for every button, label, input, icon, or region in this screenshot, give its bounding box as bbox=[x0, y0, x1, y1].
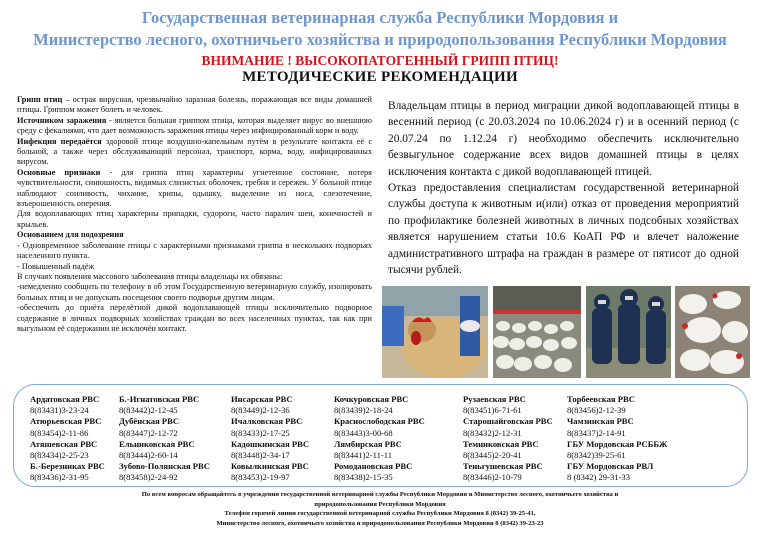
transmission: Инфекция передаётся здоровой птице воздушно-капельным путём в результате контакта её с больной, а также через обслуживающий персонал, транспорт, корма, воду, инфицированных вирусом. bbox=[17, 136, 373, 167]
contact-phone: 8(83433)2-17-25 bbox=[231, 427, 290, 438]
contact-name: Б.-Игнатовская РВС bbox=[119, 394, 200, 404]
contact-phone: 8(83444)2-60-14 bbox=[119, 450, 178, 461]
contact-name: Лямбирская РВС bbox=[334, 438, 402, 449]
header-line-1: Государственная ветеринарная служба Республики Мордовия и bbox=[141, 8, 619, 27]
contact-name: Ельниковская РВС bbox=[119, 438, 195, 449]
photo-vets-protective-suits bbox=[586, 286, 671, 378]
contact-name: Дубёнская РВС bbox=[119, 416, 180, 427]
contact-phone: 8(83443)3-00-68 bbox=[334, 427, 393, 438]
contact-column bbox=[334, 394, 425, 484]
main-symptoms: Основные признаки - для гриппа птиц характерны угнетенное состояние, потеря чувствительности, синюшность, видимых слизистых оболочек, гребня и сережек. У больной птице наблюдают сонливость, чихание, хрипы, одышку, выделение из носа, слезотечение, взъерошенность оперения. bbox=[17, 167, 372, 209]
warning-banner: ВНИМАНИЕ ! ВЫСОКОПАТОГЕННЫЙ ГРИПП ПТИЦ! bbox=[201, 53, 559, 68]
contact-phone: 8(83437)2-14-91 bbox=[567, 427, 626, 438]
contact-column bbox=[30, 394, 105, 484]
contact-name: Зубово-Полянская РВС bbox=[119, 461, 210, 472]
header-line-2: Министерство лесного, охотничьего хозяйства и природопользования Республики Мордовия bbox=[33, 30, 727, 49]
suspicion-item-2: - Повышенный падёж bbox=[17, 261, 95, 271]
contact-phone: 8(83441)2-11-11 bbox=[334, 450, 393, 461]
contact-phone: 8(83436)2-31-95 bbox=[30, 472, 89, 483]
contact-name: Чамзинская РВС bbox=[567, 416, 634, 427]
owners-duties-intro: В случаях появления массового заболевания птицы владельцы их обязаны: bbox=[17, 271, 283, 281]
contact-name: Атяшевская РВС bbox=[30, 438, 98, 449]
contact-name: Старошайговская РВС bbox=[463, 416, 553, 427]
owners-duty-1: -немедленно сообщить по телефону в об этом Государственную ветеринарную службу, изолировать больных птиц и не допускать посещения своего подворья другим лицам. bbox=[17, 282, 372, 302]
contact-name: Торбеевская РВС bbox=[567, 394, 635, 404]
photo-dead-birds bbox=[675, 286, 750, 378]
flu-definition: Грипп птиц – острая вирусная, чрезвычайно заразная болезнь, поражающая все виды домашней птицы. Гриппом может болеть и человек. bbox=[17, 95, 372, 115]
contact-phone: 8(83432)2-12-31 bbox=[463, 427, 522, 438]
contact-column bbox=[567, 394, 667, 484]
contact-phone: 8(83449)2-12-36 bbox=[231, 405, 290, 416]
contact-name: Краснослободская РВС bbox=[334, 416, 425, 427]
footer-ministry-phone: Министерство лесного, охотничьего хозяйства и природопользования Республики Мордовия 8 (8342) 39-23-23 bbox=[216, 519, 544, 527]
penalty-notice: Отказ предоставления специалистам государственной ветеринарной службы доступа к животным и(или) отказ от проведения мероприятий по профилактике болезней животных в личных подсобных хозяйствах является нарушением статьи 10.6 КоАП РФ и влечет наложение административного штрафа на граждан в размере от пятисот до одной тысячи рублей. bbox=[388, 182, 739, 277]
contact-name: Теньгушевская РВС bbox=[463, 461, 543, 472]
migration-notice: Владельцам птицы в период миграции дикой водоплавающей птицы в весенний период (с 20.03.2024 по 10.06.2024 г) и в осенний период (с 20.07.24 по 1.12.24 г) необходимо обеспечить исключительно безвыгульное содержание всех видов домашней птицы в целях исключения контакта с дикой водоплавающей птицей. bbox=[388, 100, 739, 178]
contact-column bbox=[231, 394, 309, 484]
footer-line-2: природопользования Республики Мордовия bbox=[314, 500, 446, 508]
footer-line-1: По всем вопросам обращайтесь в учреждения государственной ветеринарной службы Республики Мордовия и Министерство лесного, охотничьего хозяйства и bbox=[141, 491, 619, 498]
photo-sick-chicken bbox=[382, 286, 488, 378]
contact-phone: 8(83458)2-24-92 bbox=[119, 472, 178, 483]
contact-phone: 8(83451)6-71-61 bbox=[463, 405, 522, 416]
contact-phone: 8(83454)2-11-86 bbox=[30, 427, 89, 438]
infection-source: Источником заражения - является больная гриппом птица, которая выделяет вирус во внешнюю среду с фекалиями, что дает возможность заражения птицы через инфицированный корм и воду. bbox=[17, 115, 372, 136]
contact-column bbox=[119, 394, 210, 484]
left-info-column bbox=[17, 95, 372, 334]
document-title: МЕТОДИЧЕСКИЕ РЕКОМЕНДАЦИИ bbox=[242, 69, 518, 85]
contact-name: Инсарская РВС bbox=[231, 394, 293, 404]
contact-phone: 8(8342)39-25-61 bbox=[567, 450, 626, 461]
contact-phone: 8(83456)2-12-39 bbox=[567, 405, 626, 416]
suspicion-item-1: - Одновременное заболевание птицы с характерными признаками гриппа в нескольких подворьях населенного пункта. bbox=[17, 240, 372, 261]
contact-phone: 8(83453)2-19-97 bbox=[231, 472, 290, 483]
contact-name: Ромодановская РВС bbox=[334, 461, 413, 472]
contact-phone: 8(83434)2-25-23 bbox=[30, 450, 89, 461]
contact-phone: 8 (8342) 29-31-33 bbox=[567, 472, 631, 483]
contact-phone: 8(83431)3-23-24 bbox=[30, 405, 89, 416]
contact-phone: 8(83445)2-20-41 bbox=[463, 450, 522, 461]
contact-name: Рузаевская РВС bbox=[463, 394, 526, 404]
waterfowl-symptoms: Для водоплавающих птиц характерны припадки, судороги, часто паралич шеи, конечностей и крыльев. bbox=[17, 209, 372, 229]
contact-name: Ичалковская РВС bbox=[231, 416, 303, 427]
contact-name: Ковылкинская РВС bbox=[231, 461, 309, 472]
right-info-column bbox=[388, 98, 739, 278]
contact-phone: 8(83438)2-15-35 bbox=[334, 472, 393, 483]
contact-name: Кадошкинская РВС bbox=[231, 438, 310, 449]
owners-duty-2: -обеспечить до приёта перелётной дикой водоплавающей птицы исключительно подворное содержание в личных подворных хозяйствах граждан во всех населенных пунктах, так как при выгульном её содержании не исключён контакт. bbox=[17, 303, 372, 333]
contact-name: Темниковская РВС bbox=[463, 438, 539, 449]
photo-poultry-farm bbox=[493, 286, 581, 378]
contact-phone: 8(83448)2-34-17 bbox=[231, 450, 290, 461]
contact-name: ГБУ Мордовская РВЛ bbox=[567, 461, 654, 472]
contact-phone: 8(83446)2-10-79 bbox=[463, 472, 522, 483]
contact-name: Атюрьевская РВС bbox=[30, 416, 102, 427]
contact-name: Ардатовская РВС bbox=[30, 394, 100, 404]
suspicion-heading: Основанием для подозрения bbox=[17, 230, 124, 240]
contact-phone: 8(83439)2-18-24 bbox=[334, 405, 393, 416]
footer bbox=[0, 490, 760, 528]
contact-name: Кочкуровская РВС bbox=[334, 394, 409, 404]
contact-name: ГБУ Мордовская РСББЖ bbox=[567, 438, 668, 449]
footer-hotline: Телефон горячей линии государственной ветеринарной службы Республики Мордовия 8 (8342) 39-25-41, bbox=[224, 510, 536, 518]
contacts-panel bbox=[13, 384, 748, 487]
contact-phone: 8(83442)2-12-45 bbox=[119, 405, 178, 416]
contact-name: Б.-Березниках РВС bbox=[30, 461, 105, 472]
contact-phone: 8(83447)2-12-72 bbox=[119, 427, 178, 438]
contact-column bbox=[463, 394, 553, 484]
